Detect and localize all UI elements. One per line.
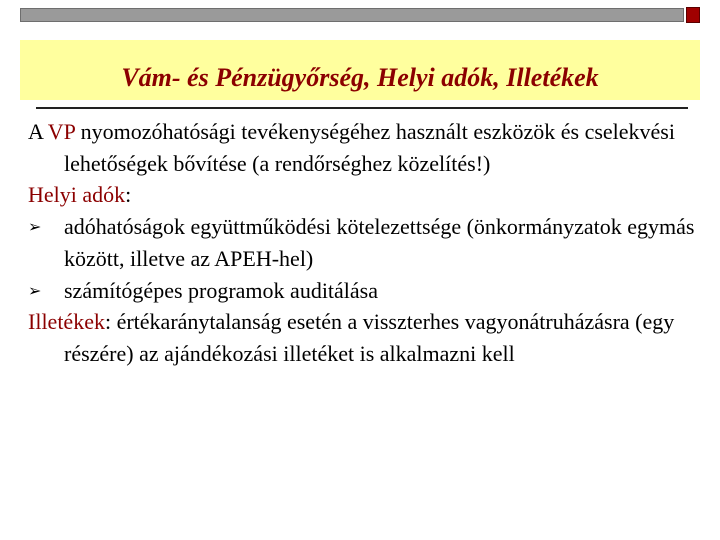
list-item-text: adóhatóságok együttműködési kötelezettsége (önkormányzatok egymás között, illetve az APEH-hel) <box>64 214 695 271</box>
keyword-helyi-adok: Helyi adók <box>28 182 126 208</box>
list-item <box>28 211 698 274</box>
paragraph-helyi-adok-suffix: : <box>125 182 132 208</box>
corner-square-decoration <box>686 7 700 23</box>
list-item <box>28 275 698 307</box>
paragraph-illetekek-text: : értékaránytalanság esetén a visszterhes vagyonátruházásra (egy részére) az ajándékozási illetéket is alkalmazni kell <box>64 309 675 366</box>
paragraph-illetekek <box>28 306 698 369</box>
slide-title: Vám- és Pénzügyőrség, Helyi adók, Illetékek <box>121 63 599 92</box>
arrow-bullet-icon: ➢ <box>28 280 42 300</box>
keyword-vp: VP <box>47 119 76 144</box>
title-divider <box>36 107 688 109</box>
paragraph-vp-text: nyomozóhatósági tevékenységéhez használt eszközök és cselekvési lehetőségek bővítése (a rendőrséghez közelítés!) <box>64 119 675 176</box>
top-decoration-bar <box>20 8 684 22</box>
slide-body <box>28 116 698 370</box>
paragraph-vp <box>28 116 698 179</box>
keyword-illetekek: Illetékek <box>28 309 105 335</box>
paragraph-vp-lead: A <box>28 119 48 144</box>
arrow-bullet-icon: ➢ <box>28 217 42 237</box>
paragraph-helyi-adok <box>28 179 698 211</box>
list-item-text: számítógépes programok auditálása <box>64 277 379 303</box>
